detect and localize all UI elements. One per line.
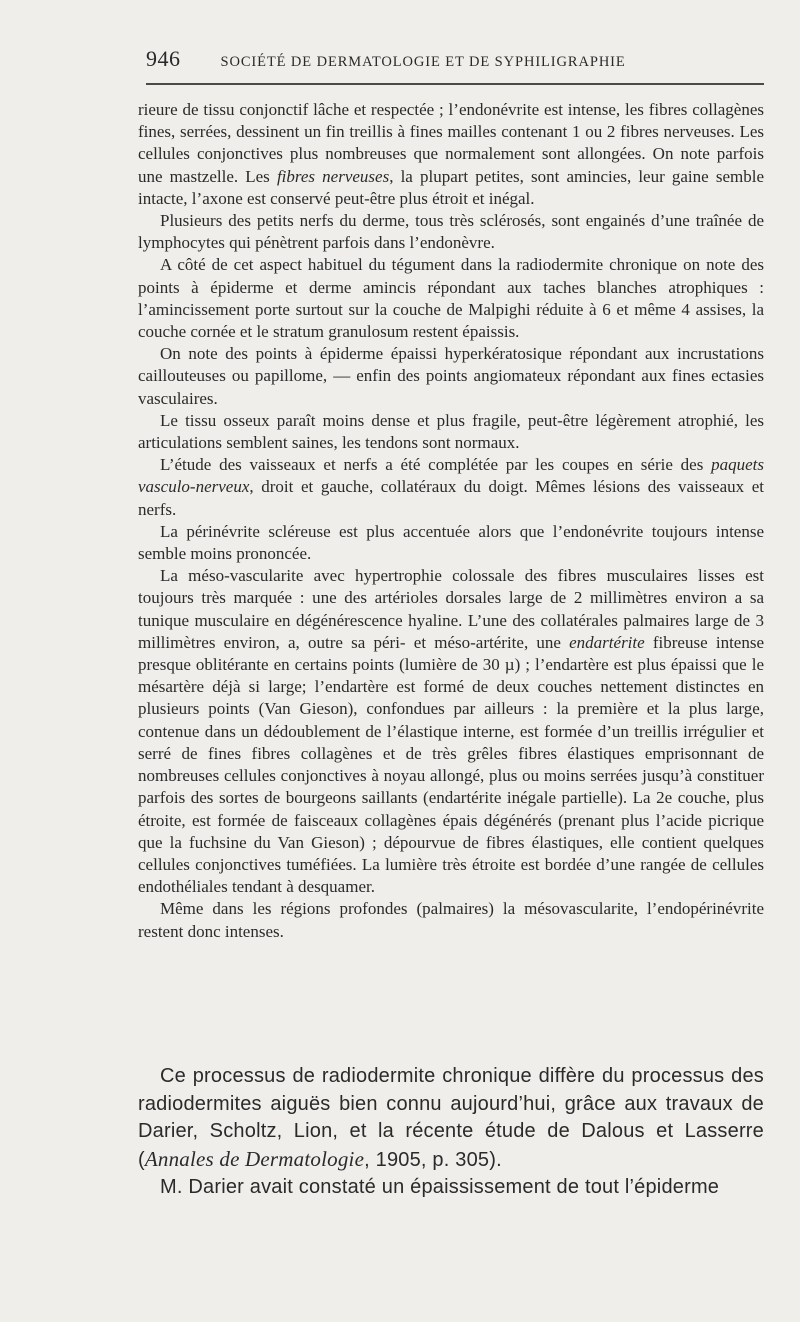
paragraph: Même dans les régions profondes (palmaires) la mésovascularite, l’endopérinévrite restent donc intenses.: [138, 899, 764, 941]
italic-text: fibres nerveuses: [276, 166, 390, 186]
italic-text: endartérite: [569, 632, 645, 652]
paragraph: On note des points à épiderme épaissi hyperkératosique répondant aux incrustations caillouteuses ou papillome, — enfin des points angiomateux répondant aux fines ectasies vasculaires.: [138, 344, 764, 408]
italic-text: Annales de Dermatologie: [144, 1146, 365, 1171]
paragraph: La périnévrite scléreuse est plus accentuée alors que l’endonévrite toujours intense semble moins prononcée.: [138, 521, 764, 564]
paragraph: La méso-vascularite avec hypertrophie colossale des fibres musculaires lisses est toujours très marquée : une des artérioles dorsales large de 2 millimètres environ a sa tunique musculaire en dégénérescence hyaline. L’une des collatérales palmaires large de 3 millimètres environ, a, outre sa péri- et méso-artérite, une endartérite fibreuse intense presque oblitérante en certains points (lumière de 30 µ) ; l’endartère est plus épaissi que le mésartère déjà si large; l’endartère est formé de deux couches nettement distinctes en plusieurs points (Van Gieson), confondues par ailleurs : la première et la plus large, contenue dans un dédoublement de l’élastique interne, est formée d’un treillis irrégulier et serré de fines fibres collagènes et de très grêles fibres élastiques emprisonnant de nombreuses cellules conjonctives à noyau allongé, plus ou moins serrées jusqu’à constituer parfois des sortes de bourgeons saillants (endartérite inégale partielle). La 2e couche, plus étroite, est formée de faisceaux collagènes épais dégénérés (prenant plus l’acide picrique que la fuchsine du Van Gieson) ; dépourvue de fibres élastiques, elle contient quelques cellules conjonctives tuméfiées. La lumière très étroite est bordée d’une rangée de cellules endothéliales tendant à desquamer.: [138, 566, 764, 897]
paragraph: Plusieurs des petits nerfs du derme, tous très sclérosés, sont engainés d’une traînée de lymphocytes qui pénètrent parfois dans l’endonèvre.: [138, 211, 764, 253]
large-body-text: [138, 1063, 764, 1202]
header-rule: [146, 83, 764, 85]
running-title: SOCIÉTÉ DE DERMATOLOGIE ET DE SYPHILIGRAPHIE: [220, 54, 626, 70]
paragraph: A côté de cet aspect habituel du tégument dans la radiodermite chronique on note des points à épiderme et derme amincis répondant aux taches blanches atrophiques : l’amincissement porte surtout sur la couche de Malpighi réduite à 6 et même 4 assises, la couche cornée et le stratum granulosum restent épaissis.: [138, 255, 764, 342]
paragraph: Ce processus de radiodermite chronique diffère du processus des radiodermites aiguës bien connu aujourd’hui, grâce aux travaux de Darier, Scholtz, Lion, et la récente étude de Dalous et Lasserre (Annales de Dermatologie, 1905, p. 305).: [138, 1065, 764, 1171]
body-text: [138, 99, 764, 943]
paragraph: M. Darier avait constaté un épaississement de tout l’épiderme: [160, 1176, 720, 1198]
page-header: [146, 46, 764, 74]
paragraph: rieure de tissu conjonctif lâche et respectée ; l’endonévrite est intense, les fibres collagènes fines, serrées, dessinent un fin treillis à fines mailles contenant 1 ou 2 fibres nerveuses. Les cellules conjonctives plus nombreuses que normalement sont allongées. On note parfois une mastzelle. Les fibres nerveuses, la plupart petites, sont amincies, leur gaine semble intacte, l’axone est conservé peut-être plus étroit et inégal.: [138, 100, 764, 208]
page-number: 946: [146, 46, 181, 71]
paragraph: Le tissu osseux paraît moins dense et plus fragile, peut-être légèrement atrophié, les articulations semblent saines, les tendons sont normaux.: [138, 410, 764, 453]
paragraph: L’étude des vaisseaux et nerfs a été complétée par les coupes en série des paquets vasculo-nerveux, droit et gauche, collatéraux du doigt. Mêmes lésions des vaisseaux et nerfs.: [138, 455, 764, 519]
italic-text: paquets vasculo-nerveux: [138, 455, 764, 497]
